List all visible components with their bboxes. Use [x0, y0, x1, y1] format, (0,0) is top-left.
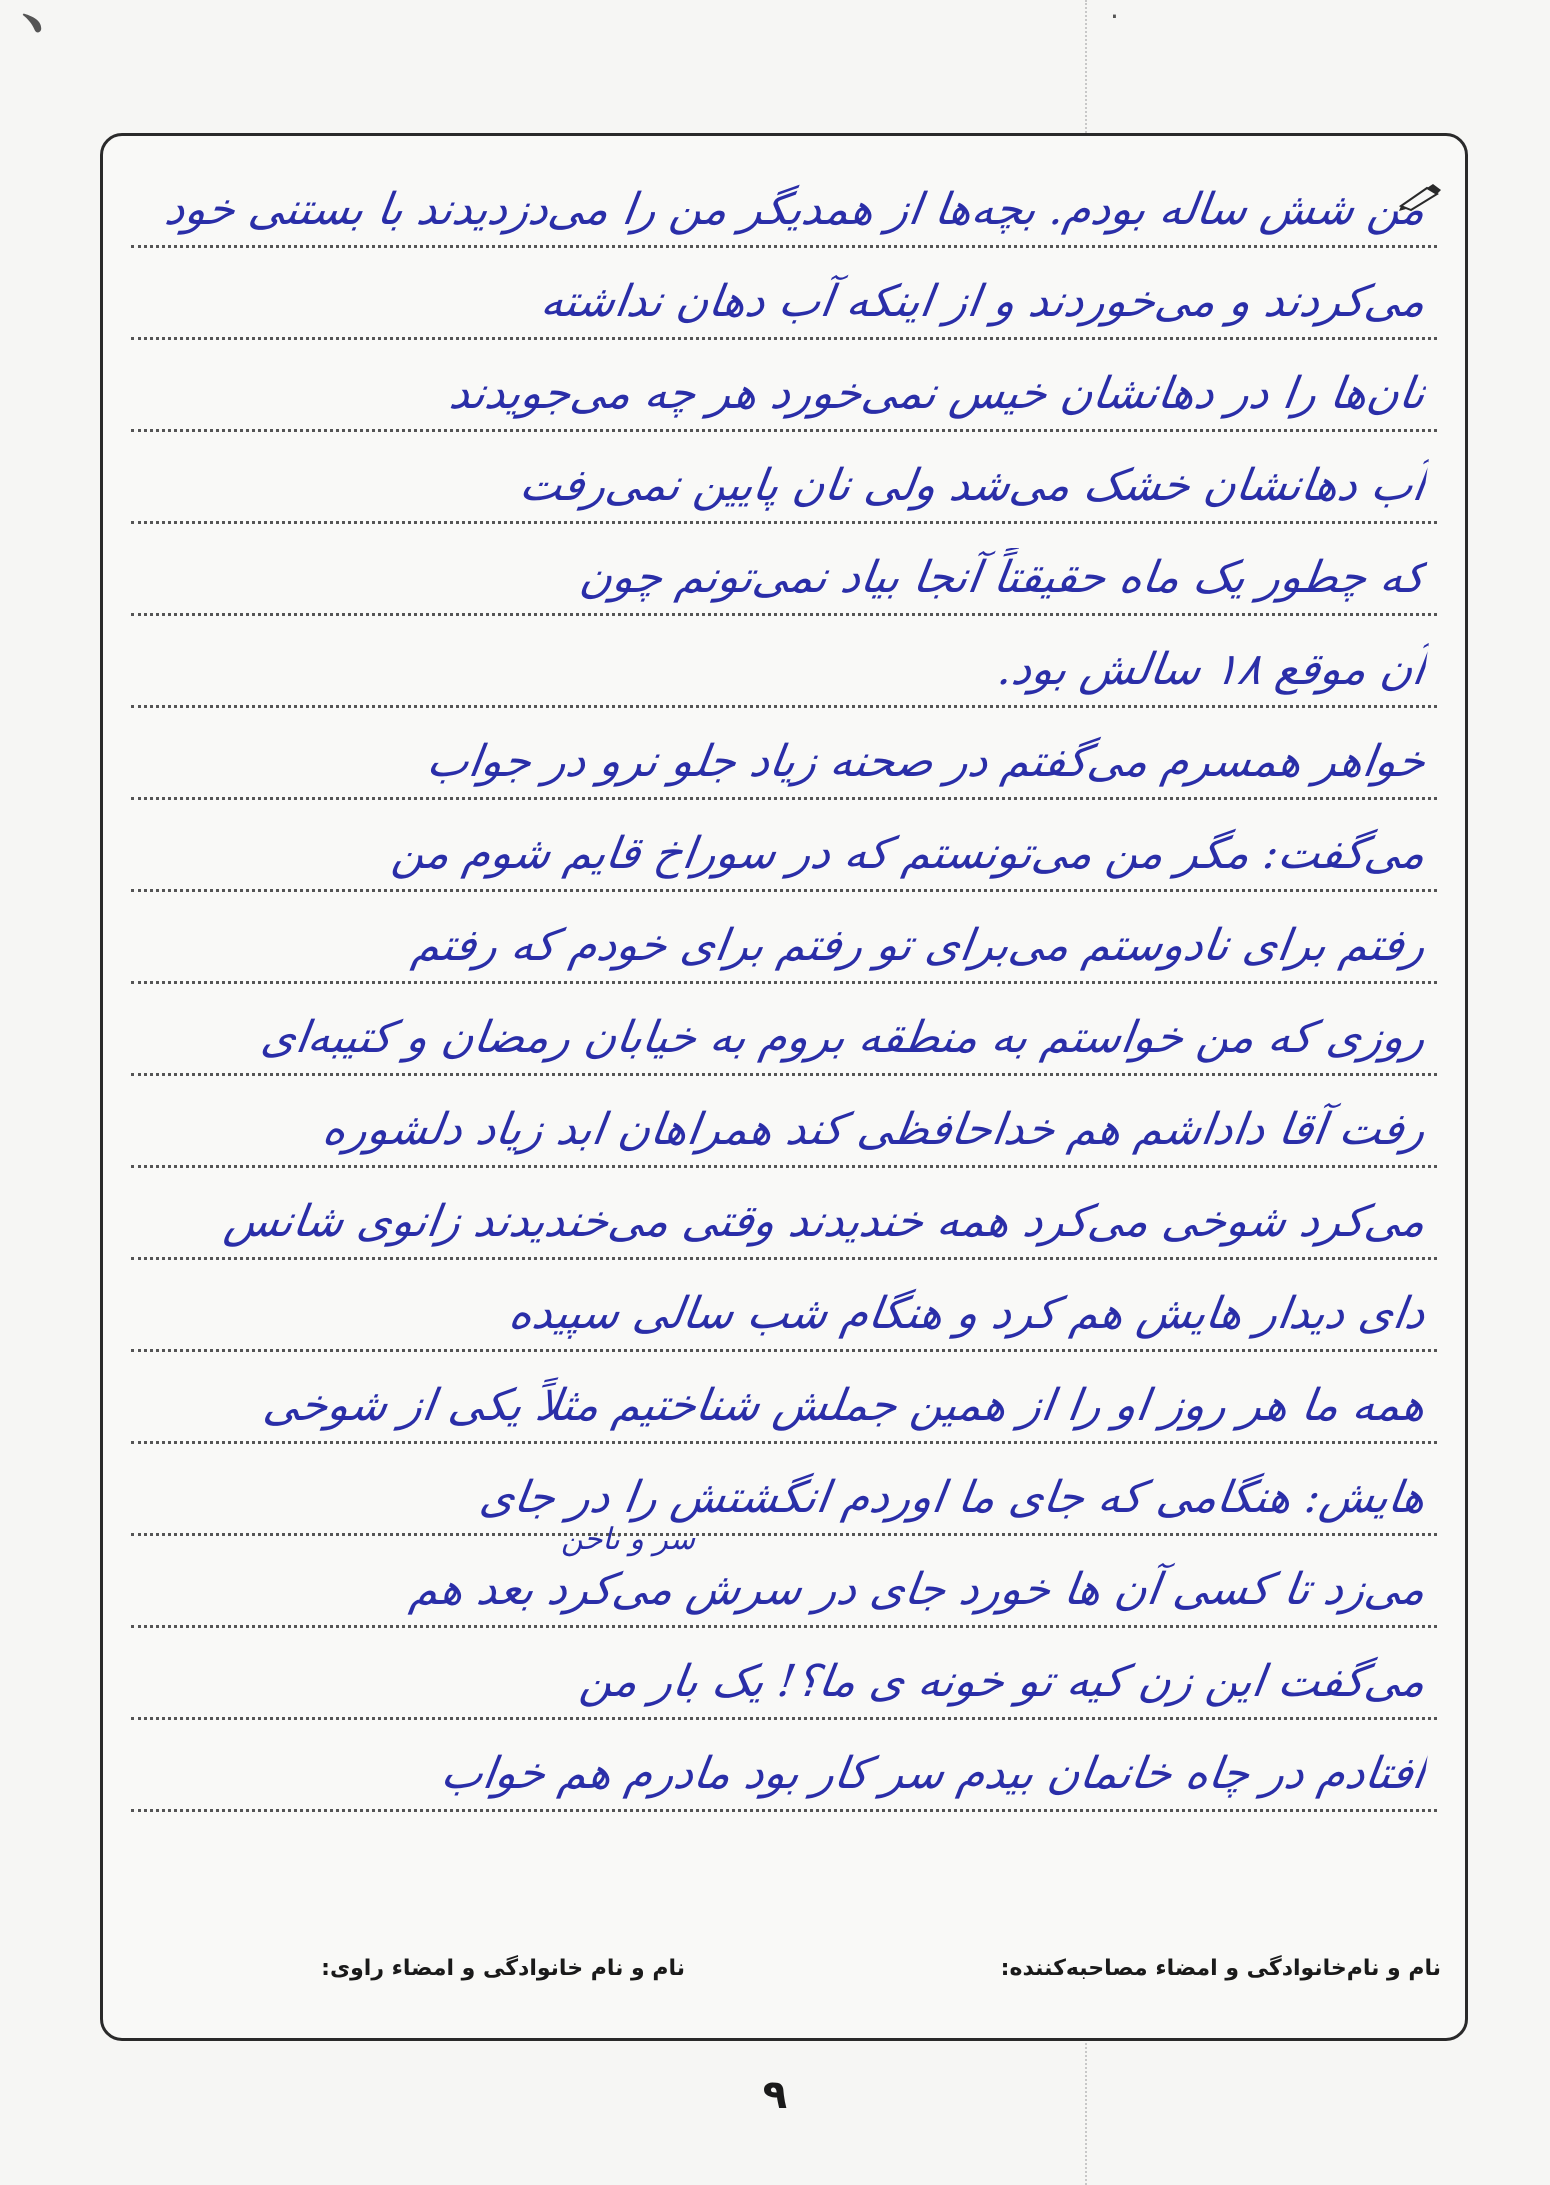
- handwritten-line: [131, 538, 1437, 624]
- handwritten-text: هایش: هنگامی که جای ما اوردم انگشتش را در جای: [476, 1472, 1429, 1523]
- dotted-rule: [131, 1165, 1437, 1168]
- dotted-rule: [131, 1073, 1437, 1076]
- signature-footer: [103, 1946, 1465, 1996]
- handwritten-text: آن موقع ۱۸ سالش بود.: [994, 644, 1429, 695]
- handwritten-line: [131, 446, 1437, 532]
- dotted-rule: [131, 705, 1437, 708]
- scan-mark-top-left: ﹅: [18, 7, 47, 40]
- interview-frame: [100, 133, 1468, 2041]
- interlinear-note: سر و ناخن: [561, 1522, 696, 1557]
- handwritten-text: افتادم در چاه خانمان بیدم سر کار بود مادرم هم خواب: [438, 1748, 1429, 1799]
- handwritten-line: [131, 1366, 1437, 1452]
- handwritten-line: [131, 262, 1437, 348]
- handwritten-text: دای دیدار هایش هم کرد و هنگام شب سالی سپیده: [506, 1288, 1429, 1339]
- handwritten-text: رفتم برای نادوستم می‌برای تو رفتم برای خودم که رفتم: [409, 920, 1429, 971]
- handwritten-line: [131, 1734, 1437, 1820]
- handwritten-line: [131, 1182, 1437, 1268]
- dotted-rule: [131, 521, 1437, 524]
- dotted-rule: [131, 1257, 1437, 1260]
- dotted-rule: [131, 337, 1437, 340]
- handwritten-text: می‌زد تا کسی آن ها خورد جای در سرش می‌کرد بعد هم: [407, 1564, 1429, 1615]
- handwritten-text: که چطور یک ماه حقیقتاً آنجا بیاد نمی‌تونم چون: [576, 552, 1429, 603]
- handwritten-line: [131, 906, 1437, 992]
- handwritten-line: [131, 998, 1437, 1084]
- dotted-rule: [131, 797, 1437, 800]
- handwritten-line: [131, 170, 1437, 256]
- handwritten-line: [131, 1642, 1437, 1728]
- handwritten-text: می‌کردند و می‌خوردند و از اینکه آب دهان نداشته: [537, 276, 1429, 327]
- dotted-rule: [131, 981, 1437, 984]
- handwritten-text: همه ما هر روز او را از همین جملش شناختیم مثلاً یکی از شوخی: [260, 1380, 1429, 1431]
- dotted-rule: [131, 1441, 1437, 1444]
- dotted-rule: [131, 1717, 1437, 1720]
- scan-mark-top-right: ·: [1110, 0, 1119, 33]
- handwritten-line: [131, 1090, 1437, 1176]
- dotted-rule: [131, 1349, 1437, 1352]
- handwritten-line: [131, 1458, 1437, 1544]
- handwritten-text: رفت آقا داداشم هم خداحافظی کند همراهان ابد زیاد دلشوره: [319, 1104, 1429, 1155]
- handwritten-line: [131, 354, 1437, 440]
- handwritten-line: [131, 814, 1437, 900]
- narrator-signature-label: نام و نام خانوادگی و امضاء راوی:: [321, 1956, 685, 1981]
- handwritten-line: [131, 1550, 1437, 1636]
- handwritten-text: می‌گفت این زن کیه تو خونه ی ما؟! یک بار من: [576, 1656, 1429, 1707]
- handwritten-text: آب دهانشان خشک می‌شد ولی نان پایین نمی‌رفت: [516, 460, 1429, 511]
- handwritten-line: [131, 630, 1437, 716]
- handwritten-text: می‌کرد شوخی می‌کرد همه خندیدند وقتی می‌خندیدند زانوی شانس: [221, 1196, 1429, 1247]
- page-number: ۹: [762, 2072, 788, 2118]
- handwritten-text: روزی که من خواستم به منطقه بروم به خیابان رمضان و کتیبه‌ای: [257, 1012, 1429, 1063]
- interviewer-signature-label: نام و نام‌خانوادگی و امضاء مصاحبه‌کننده:: [1000, 1956, 1441, 1981]
- dotted-rule: [131, 429, 1437, 432]
- dotted-rule: [131, 1809, 1437, 1812]
- handwritten-text: نان‌ها را در دهانشان خیس نمی‌خورد هر چه می‌جویدند: [446, 368, 1429, 419]
- handwritten-text: خواهر همسرم می‌گفتم در صحنه زیاد جلو نرو در جواب: [423, 736, 1429, 787]
- dotted-rule: [131, 1533, 1437, 1536]
- handwritten-text: من شش ساله بودم. بچه‌ها از همدیگر من را می‌دزدیدند با بستنی خود: [161, 184, 1429, 235]
- dotted-rule: [131, 889, 1437, 892]
- dotted-rule: [131, 613, 1437, 616]
- handwriting-area: [131, 136, 1437, 2038]
- dotted-rule: [131, 245, 1437, 248]
- dotted-rule: [131, 1625, 1437, 1628]
- handwritten-line: [131, 722, 1437, 808]
- handwritten-text: می‌گفت: مگر من می‌تونستم که در سوراخ قایم شوم من: [388, 828, 1429, 879]
- handwritten-line: [131, 1274, 1437, 1360]
